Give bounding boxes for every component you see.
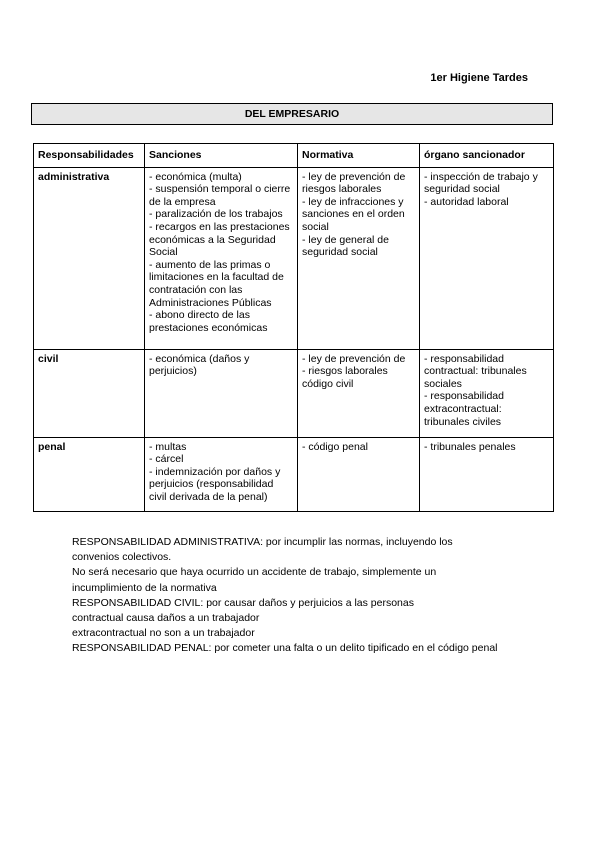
- course-label: 1er Higiene Tardes: [430, 72, 528, 84]
- row-label: penal: [34, 437, 145, 511]
- note-line: RESPONSABILIDAD PENAL: por cometer una falta o un delito tipificado en el código penal: [72, 642, 498, 655]
- note-line: convenios colectivos.: [72, 551, 172, 564]
- sanciones-cell: [145, 349, 298, 437]
- notes-block: [72, 535, 542, 657]
- list-item: - multas: [149, 440, 187, 453]
- list-item: - ley de prevención de: [302, 352, 406, 365]
- list-item: - económica (daños y perjuicios): [149, 352, 250, 378]
- list-item: - ley de infracciones y sanciones en el orden social: [302, 195, 405, 233]
- row-label: administrativa: [34, 167, 145, 349]
- note-line: No será necesario que haya ocurrido un accidente de trabajo, simplemente un: [72, 566, 437, 579]
- column-header-organo: órgano sancionador: [420, 144, 554, 168]
- list-item: - inspección de trabajo y seguridad social: [424, 170, 538, 196]
- note-line: RESPONSABILIDAD CIVIL: por causar daños y perjuicios a las personas: [72, 596, 414, 609]
- list-item: - ley de general de seguridad social: [302, 233, 389, 259]
- column-header-responsabilidades: Responsabilidades: [34, 144, 145, 168]
- organo-cell: [420, 167, 554, 349]
- note-line: RESPONSABILIDAD ADMINISTRATIVA: por incumplir las normas, incluyendo los: [72, 536, 453, 548]
- list-item: - responsabilidad contractual: tribunales sociales: [424, 352, 527, 390]
- list-item: - suspensión temporal o cierre de la empresa: [149, 183, 291, 208]
- normativa-cell: [298, 437, 420, 511]
- note-line: contractual causa daños a un trabajador: [72, 612, 260, 625]
- column-header-sanciones: Sanciones: [145, 144, 298, 168]
- list-item: - cárcel: [149, 453, 184, 466]
- list-item: - código penal: [302, 440, 368, 453]
- row-label: civil: [34, 349, 145, 437]
- list-item: - responsabilidad extracontractual: tribunales civiles: [424, 390, 504, 428]
- table-row-civil: [34, 349, 554, 437]
- column-header-normativa: Normativa: [298, 144, 420, 168]
- normativa-cell: [298, 167, 420, 349]
- responsibilities-table: [33, 143, 554, 512]
- list-item: - económica (multa): [149, 170, 242, 183]
- list-item: - autoridad laboral: [424, 195, 509, 208]
- sanciones-cell: [145, 437, 298, 511]
- list-item: - aumento de las primas o limitaciones en la facultad de contratación con las Administraciones Públicas: [149, 258, 284, 309]
- table-row-administrativa: [34, 167, 554, 349]
- list-item: - tribunales penales: [424, 440, 516, 453]
- list-item: - abono directo de las prestaciones económicas: [149, 309, 268, 334]
- list-item: - indemnización por daños y perjuicios (responsabilidad civil derivada de la penal): [149, 465, 281, 503]
- list-item: - recargos en las prestaciones económicas a la Seguridad Social: [149, 220, 290, 259]
- sanciones-cell: [145, 167, 298, 349]
- note-line: incumplimiento de la normativa: [72, 581, 217, 594]
- organo-cell: [420, 349, 554, 437]
- list-item: - paralización de los trabajos: [149, 208, 283, 221]
- list-item: - ley de prevención de riesgos laborales: [302, 170, 406, 196]
- normativa-cell: [298, 349, 420, 437]
- organo-cell: [420, 437, 554, 511]
- table-header-row: [34, 144, 554, 168]
- list-item: - riesgos laborales código civil: [302, 365, 388, 390]
- note-line: extracontractual no son a un trabajador: [72, 627, 255, 640]
- table-row-penal: [34, 437, 554, 511]
- section-title: DEL EMPRESARIO: [31, 103, 553, 125]
